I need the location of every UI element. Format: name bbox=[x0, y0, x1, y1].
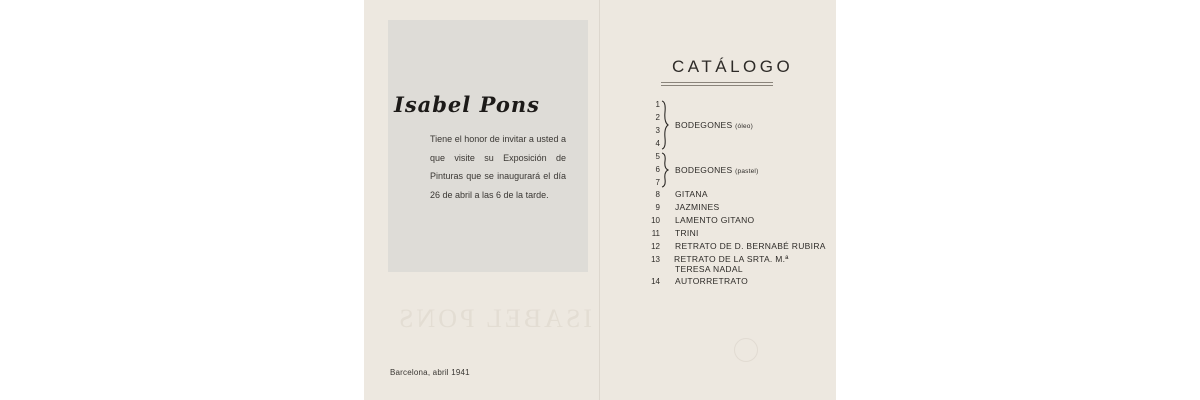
bleed-through-text: ISABEL PONS bbox=[396, 304, 593, 333]
catalog-number: 6 bbox=[655, 165, 660, 174]
catalog-number: 10 bbox=[651, 216, 660, 225]
catalog-number: 7 bbox=[655, 178, 660, 187]
catalog-number: 8 bbox=[655, 190, 660, 199]
title-rule-bottom bbox=[661, 85, 773, 86]
catalog-title: CATÁLOGO bbox=[672, 57, 794, 76]
catalog-item-title: LAMENTO GITANO bbox=[675, 215, 755, 225]
catalog-number: 4 bbox=[655, 139, 660, 148]
group-title-text: BODEGONES bbox=[675, 120, 733, 130]
catalog-item-title: TRINI bbox=[675, 228, 699, 238]
group-brace bbox=[661, 152, 669, 188]
center-fold bbox=[599, 0, 600, 400]
catalog-item-title: AUTORRETRATO bbox=[675, 276, 749, 286]
bleed-through-mark bbox=[734, 338, 758, 362]
catalog-number: 1 bbox=[655, 100, 660, 109]
invitation-card bbox=[364, 0, 836, 400]
catalog-item-title: GITANA bbox=[675, 189, 708, 199]
catalog-number: 14 bbox=[651, 277, 660, 286]
artist-name: Isabel Pons bbox=[394, 92, 540, 117]
invitation-message: Tiene el honor de invitar a usted a que visite su Exposición de Pinturas que se inaugurará el día 26 de abril a las 6 de la tarde. bbox=[430, 134, 566, 201]
group-medium: (pastel) bbox=[735, 168, 759, 175]
catalog-number: 9 bbox=[655, 203, 660, 212]
catalog-item-title: RETRATO DE D. BERNABÉ RUBIRA bbox=[675, 241, 826, 251]
catalog-item-title: RETRATO DE LA SRTA. M.ª TERESA NADAL bbox=[674, 254, 789, 274]
group-brace bbox=[661, 100, 669, 150]
catalog-group-title bbox=[675, 165, 758, 177]
catalog-number: 2 bbox=[655, 113, 660, 122]
title-rule-top bbox=[661, 82, 773, 83]
group-title-text: BODEGONES bbox=[675, 165, 733, 175]
catalog-number: 5 bbox=[655, 152, 660, 161]
catalog-number: 11 bbox=[651, 229, 660, 238]
catalog-number: 13 bbox=[651, 255, 660, 264]
catalog-group-title bbox=[675, 120, 753, 132]
catalog-number: 12 bbox=[651, 242, 660, 251]
place-date: Barcelona, abril 1941 bbox=[390, 368, 470, 377]
catalog-item-title: JAZMINES bbox=[675, 202, 720, 212]
group-medium: (óleo) bbox=[735, 123, 753, 130]
catalog-number: 3 bbox=[655, 126, 660, 135]
